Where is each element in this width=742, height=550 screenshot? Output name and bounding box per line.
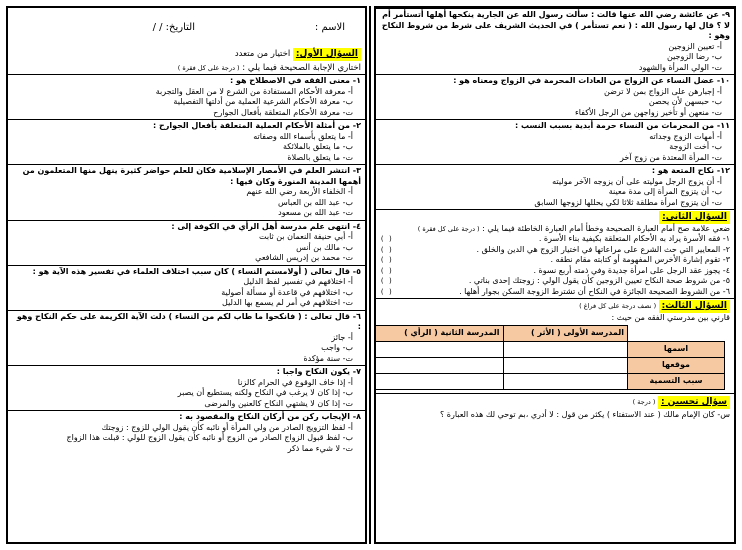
question-stem: ٦- قال تعالى : ( فانكحوا ما طاب لكم من النساء ) دلت الآية الكريمة على حكم النكاح وهو : (16, 311, 361, 331)
section3 (376, 298, 734, 393)
answer-blank[interactable]: ( ) (380, 277, 393, 285)
answer-option[interactable]: أ- تعيين الزوجين (668, 41, 722, 51)
answer-cell[interactable] (376, 358, 504, 374)
question-stem: ٥- قال تعالى ( أولامستم النساء ) كان سبب اختلاف العلماء في تفسير هذه الآية هو : (32, 266, 361, 276)
table-row (376, 374, 725, 390)
answer-option[interactable]: أ- جائز (331, 332, 353, 342)
question-stem: ٩- عن عائشة رضي الله عنها قالت : سألت رسول الله عن الجارية ينكحها أهلها أتستأمر أم لا ؟ قال لها رسول الله : ( نعم تستأمر ) في الحديث الشريف على شرط من شروط النكاح وهو : (381, 10, 730, 40)
statement-text: ٣- تقوم إشارة الأخرس المفهومة أو كتابته مقام نطقه . (550, 255, 730, 264)
answer-option[interactable]: أ- معرفة الأحكام المستفادة من الشرع لا من العقل والتجربة (155, 86, 353, 96)
question-block (8, 310, 365, 366)
answer-option[interactable]: ت- إذا كان لا يشتهي النكاح كالعنين والمرضى (204, 398, 353, 408)
section2-note: ( درجة على كل فقرة ) (417, 224, 480, 233)
section2-items (380, 234, 730, 297)
question-stem: ٧- يكون النكاح واجبا : (276, 367, 361, 376)
section4 (376, 393, 734, 422)
answer-option[interactable]: ب- إذا كان لا يرغب في النكاح ولكنه يستطيع أن يصبر (177, 388, 353, 397)
true-false-item (380, 245, 730, 256)
table-row (376, 342, 725, 358)
question-block (8, 164, 365, 220)
section1-note: ( درجة على كل فقرة ) (177, 64, 240, 72)
left-page (6, 6, 367, 544)
question-stem: ١- معنى الفقه في الاصطلاح هو : (229, 76, 361, 85)
answer-option[interactable]: أ- أبي حنيفة النعمان بن ثابت (259, 232, 353, 241)
answer-option[interactable]: ب- ما يتعلق بالملائكة (282, 142, 353, 151)
question-stem: ٤- انتهى علم مدرسة أهل الرأي في الكوفة إلى : (171, 221, 361, 231)
question-stem: ١٠- عضل النساء عن الزواج من العادات المحرمة في الزواج ومعناه هو : (453, 76, 730, 85)
right-page (374, 6, 736, 544)
answer-option[interactable]: ب- رضا الزوجين (667, 52, 722, 61)
section2-instruction: ضعي علامة صح أمام العبارة الصحيحة وخطأ أمام العبارة الخاطئة فيما يلي : (482, 223, 730, 233)
answer-blank[interactable]: ( ) (380, 235, 393, 243)
answer-option[interactable]: أ- أمهات الزوج وجداته (649, 131, 722, 141)
row-label-location: موقعها (628, 358, 725, 374)
question-stem: ٨- الإيجاب ركن من أركان النكاح والمقصود به : (179, 412, 361, 421)
answer-option[interactable]: أ- اختلافهم في تفسير لفظ الدليل (243, 277, 353, 286)
statement-text: ١- فقه الأسرة يراد به الأحكام المتعلقة بكيفية بناء الأسرة . (538, 234, 730, 243)
section1-instruction-row (8, 61, 365, 74)
exam-header (8, 8, 365, 46)
statement-text: ٦- من الشروط الصحيحة الجائزة في النكاح أن تشترط الزوجة السكن بجوار أهلها . (459, 286, 730, 296)
true-false-item (380, 234, 730, 245)
answer-option[interactable]: ب- عبد الله بن العباس (277, 197, 353, 207)
answer-option[interactable]: ت- معرفة الأحكام المتعلقة بأفعال الجوارح (213, 107, 353, 117)
section4-title: سؤال تحسين : (658, 396, 730, 409)
answer-option[interactable]: ب- حبسهن لأن يحصن (648, 97, 722, 106)
statement-text: ٥- من شروط صحة النكاح تعيين الزوجين كأن يقول الولي : زوجتك إحدى بناتي . (468, 276, 730, 285)
question-stem: ٢- من أمثلة الأحكام العملية المتعلقة بأفعال الجوارح : (152, 121, 361, 130)
section2 (376, 209, 734, 298)
answer-option[interactable]: ت- ما يتعلق بالصلاة (287, 152, 353, 162)
question-stem: ١٢- نكاح المتعة هو : (651, 166, 730, 175)
question-block (376, 119, 734, 164)
answer-cell[interactable] (503, 374, 627, 390)
section1-continuation (376, 8, 734, 209)
answer-option[interactable]: ب- مالك بن أنس (296, 242, 353, 252)
answer-cell[interactable] (376, 342, 504, 358)
table-header-school1: المدرسة الأولى ( الأثر ) (503, 326, 627, 342)
section1-title: السؤال الأول: (293, 48, 361, 61)
answer-blank[interactable]: ( ) (380, 245, 393, 254)
answer-option[interactable]: ب- أن يتزوج المرأة إلى مدة معينة (608, 187, 722, 196)
name-label: الاسم : (314, 22, 345, 33)
answer-cell[interactable] (503, 342, 627, 358)
answer-option[interactable]: أ- إذا خاف الوقوع في الحرام كالزنا (237, 377, 353, 387)
answer-option[interactable]: ب- معرفة الأحكام الشرعية العملية من أدلتها التفصيلية (173, 97, 353, 106)
question-block (376, 74, 734, 119)
question-block (376, 164, 734, 209)
row-label-name: اسمها (628, 342, 725, 358)
section2-title: السؤال الثاني: (659, 211, 730, 224)
page-divider (369, 6, 371, 544)
answer-option[interactable]: ت- منعهن أو تأخير زواجهن من الرجل الأكفاء (574, 107, 722, 117)
answer-option[interactable]: ت- أن يتزوج امرأة مطلقة ثلاثا لكي يحللها لزوجها السابق (534, 197, 722, 207)
question-stem: ٣- انتشر العلم في الأمصار الإسلامية فكان للعلم حواضر كثيرة ينهل منها المتعلمون من أهمها المدينة المنورة وكان فيها : (22, 166, 361, 186)
answer-option[interactable]: أ- ما يتعلق بأسماء الله وصفاته (253, 131, 353, 141)
section4-question: س- كان الإمام مالك ( عند الاستفتاء ) يكثر من قول : لا أدري ،بم توحي لك هذه العبارة ؟ (440, 410, 730, 419)
section4-note: ( درجة ) (632, 398, 656, 406)
question-block (8, 220, 365, 265)
true-false-item (380, 266, 730, 277)
question-block (8, 365, 365, 410)
answer-option[interactable]: ت- الولي المرأة والشهود (638, 62, 722, 72)
section3-note: ( نصف درجة على كل فراغ ) (579, 302, 657, 310)
section1-heading (8, 46, 365, 61)
answer-option[interactable]: أ- لفظ التزويج الصادر من ولي المرأة أو نائبه كأن يقول الولي للزوج : زوجتك (101, 422, 353, 432)
answer-option[interactable]: ت- لا شيء مما ذكر (287, 443, 353, 453)
answer-option[interactable]: ب- أخت الزوجة (669, 142, 722, 151)
answer-option[interactable]: ب- واجب (321, 343, 353, 352)
table-header-school2: المدرسة الثانية ( الرأي ) (376, 326, 504, 342)
true-false-item (380, 255, 730, 266)
answer-option[interactable]: ب- اختلافهم في قاعدة أو مسألة أصولية (221, 287, 353, 297)
question-block (8, 74, 365, 119)
question-stem: ١١- من المحرمات من النساء حرمة أبدية بسبب النسب : (514, 121, 730, 130)
answer-blank[interactable]: ( ) (380, 266, 393, 275)
answer-option[interactable]: أ- إجبارهن على الزواج بمن لا ترضن (604, 86, 722, 96)
answer-option[interactable]: ت- المرأة المعتدة من زوج آخر (619, 152, 722, 162)
question-block (8, 265, 365, 310)
date-label: التاريخ: / / (152, 22, 195, 33)
answer-option[interactable]: ت- سنة مؤكدة (303, 353, 353, 363)
answer-option[interactable]: أ- أن يزوج الرجل موليته على أن يزوجه الآخر موليته (552, 176, 722, 186)
section3-title: السؤال الثالث: (659, 300, 730, 313)
answer-cell[interactable] (376, 374, 504, 390)
comparison-table (375, 325, 725, 390)
section3-instruction: قارني بين مدرستي الفقه من حيث : (611, 312, 730, 322)
table-corner (628, 326, 725, 342)
answer-option[interactable]: ت- عبد الله بن مسعود (278, 208, 353, 217)
true-false-item (380, 276, 730, 287)
statement-text: ٤- يجوز عقد الرجل على امرأة جديدة وفي ذمته أربع نسوة . (533, 265, 730, 275)
question-block (8, 119, 365, 164)
answer-option[interactable]: أ- الخلفاء الأربعة رضي الله عنهم (246, 187, 353, 196)
section1-instruction: اختاري الإجابة الصحيحة فيما يلي : (242, 63, 361, 73)
answer-cell[interactable] (503, 358, 627, 374)
section1-title-rest: اختيار من متعدد (234, 49, 291, 59)
answer-option[interactable]: ت- اختلافهم في أمر لم يسمع بها الدليل (222, 298, 353, 307)
answer-option[interactable]: ت- محمد بن إدريس الشافعي (255, 253, 353, 262)
answer-blank[interactable]: ( ) (380, 256, 393, 264)
table-row (376, 358, 725, 374)
answer-option[interactable]: ب- لفظ قبول الزواج الصادر من الزوج أو نائبه كأن يقول الزوج للولي : قبلت هذا الزواج (66, 433, 353, 442)
question-block (376, 8, 734, 74)
question-block (8, 410, 365, 455)
statement-text: ٢- المعايير التي حث الشرع على مراعاتها في اختيار الزوج هي الدين والخلق . (476, 244, 730, 254)
section1-questions (8, 74, 365, 455)
answer-blank[interactable]: ( ) (380, 287, 393, 296)
row-label-reason: سبب التسمية (628, 374, 725, 390)
true-false-item (380, 287, 730, 298)
